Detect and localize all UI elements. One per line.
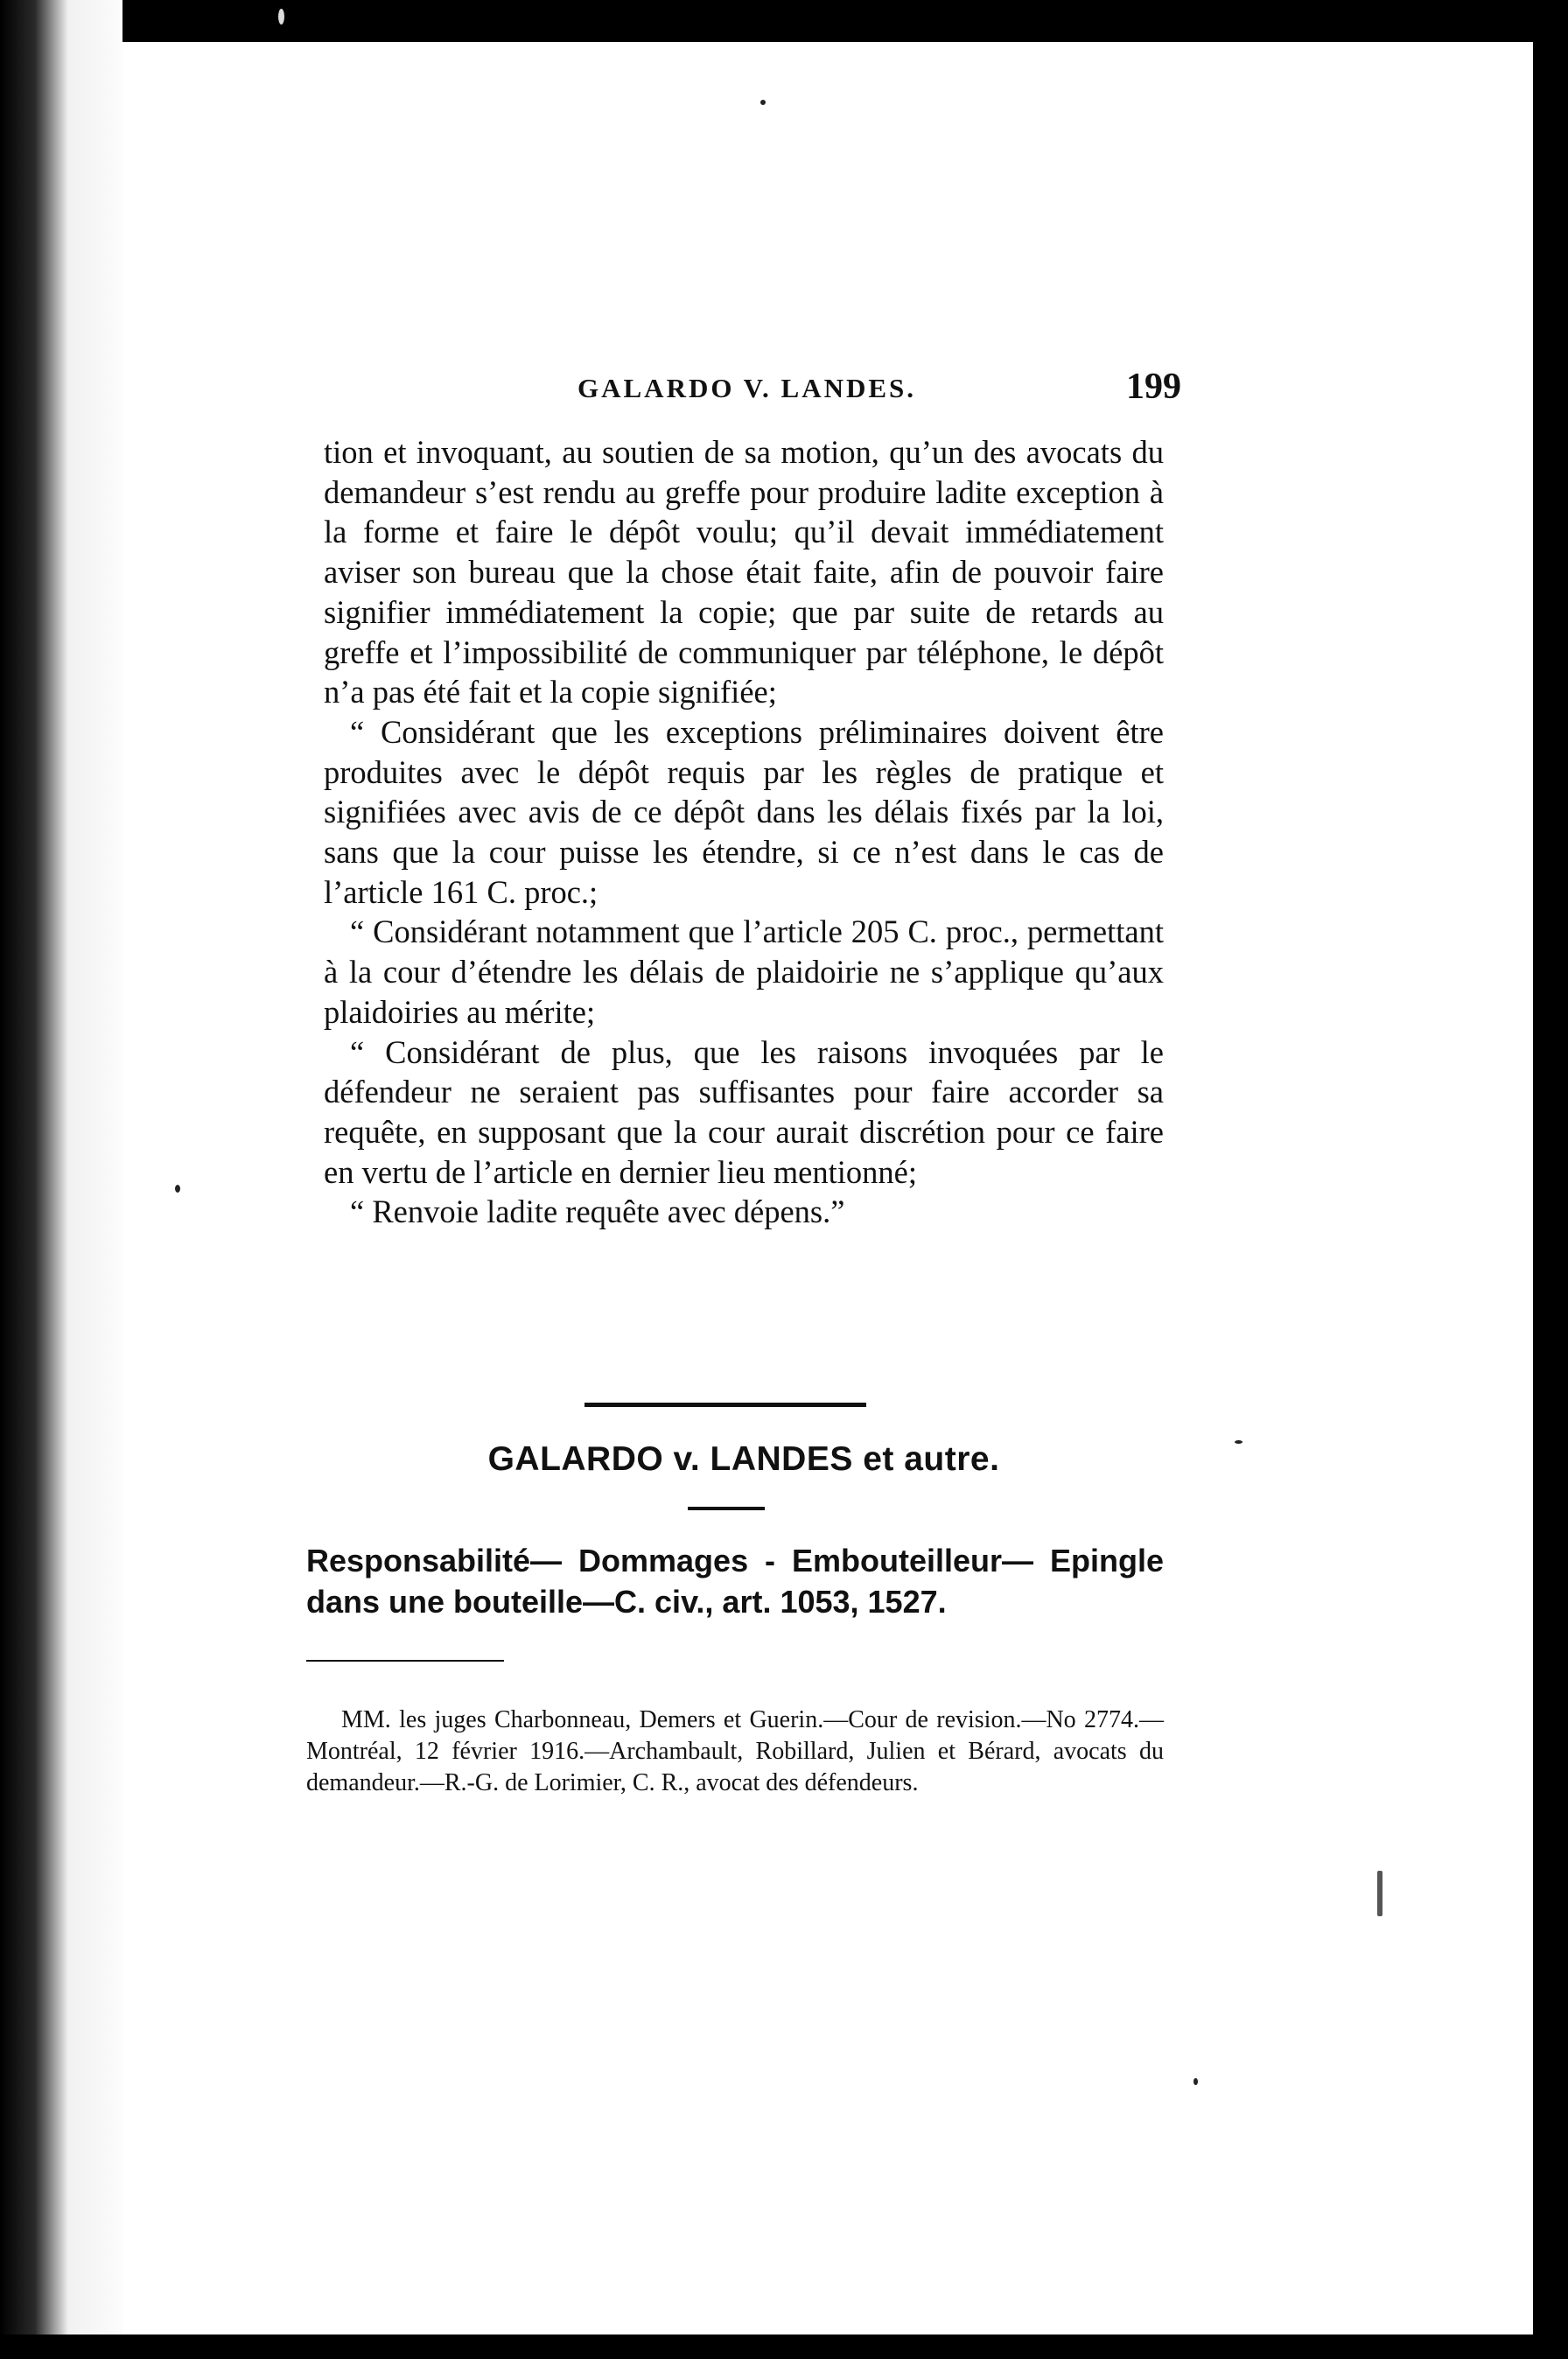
running-title: GALARDO V. LANDES. (578, 373, 917, 403)
headnote (306, 1540, 1164, 1622)
page-gutter-shadow (0, 0, 122, 2359)
scan-speck (1194, 2078, 1198, 2085)
paragraph-renvoie: “ Renvoie ladite requête avec dépens.” (350, 1194, 845, 1230)
running-head (324, 366, 1181, 418)
case-title: GALARDO v. LANDES et autre. (487, 1440, 1000, 1478)
paragraph-considerant-1: “ Considérant que les exceptions préliminaires doivent être produites avec le dépôt requis par les règles de pratique et signifiées avec avis de ce dépôt dans les délais fixés par la loi, sans que la cour puisse les étendre, si ce n’est dans le cas de l’article 161 C. proc.; (324, 713, 1164, 910)
court-info-text: MM. les juges Charbonneau, Demers et Guerin.—Cour de revision.—No 2774.—Montréal, 12 février 1916.—Archambault, Robillard, Julien et Bérard, avocats du demandeur.—R.-G. de Lorimier, C. R., avocat des défendeurs. (306, 1706, 1164, 1796)
scan-speck (1235, 1440, 1242, 1444)
court-info (306, 1704, 1164, 1799)
title-divider (688, 1507, 765, 1510)
paragraph-considerant-2: “ Considérant notamment que l’article 205 C. proc., permettant à la cour d’étendre les délais de plaidoirie ne s’applique qu’aux plaidoiries au mérite; (324, 914, 1164, 1030)
scan-border-right (1533, 42, 1568, 2359)
body-text (324, 432, 1164, 1232)
scan-speck (760, 100, 766, 105)
scan-border-bottom (0, 2334, 1568, 2359)
scan-speck (278, 9, 284, 24)
section-divider (584, 1403, 866, 1407)
headnote-text: Responsabilité— Dommages - Embouteilleur— Epingle dans une bouteille—C. civ., art. 1053, 1527. (306, 1543, 1164, 1620)
scan-speck (175, 1185, 180, 1193)
paragraph-considerant-3: “ Considérant de plus, que les raisons invoquées par le défendeur ne seraient pas suffisantes pour faire accorder sa requête, en supposant que la cour aurait discrétion pour ce faire en vertu de l’article en dernier lieu mentionné; (324, 1033, 1164, 1190)
page-number: 199 (1126, 367, 1181, 407)
scan-speck (1377, 1871, 1382, 1916)
paragraph-continuation: tion et invoquant, au soutien de sa motion, qu’un des avocats du demandeur s’est rendu au greffe pour produire ladite exception à la forme et faire le dépôt voulu; qu’il devait immédiatement aviser son bureau que la chose était faite, afin de pouvoir faire signifier immédiatement la copie; que par suite de retards au greffe et l’impossibilité de communiquer par téléphone, le dépôt n’a pas été fait et la copie signifiée; (324, 434, 1164, 710)
headnote-divider (306, 1660, 504, 1662)
